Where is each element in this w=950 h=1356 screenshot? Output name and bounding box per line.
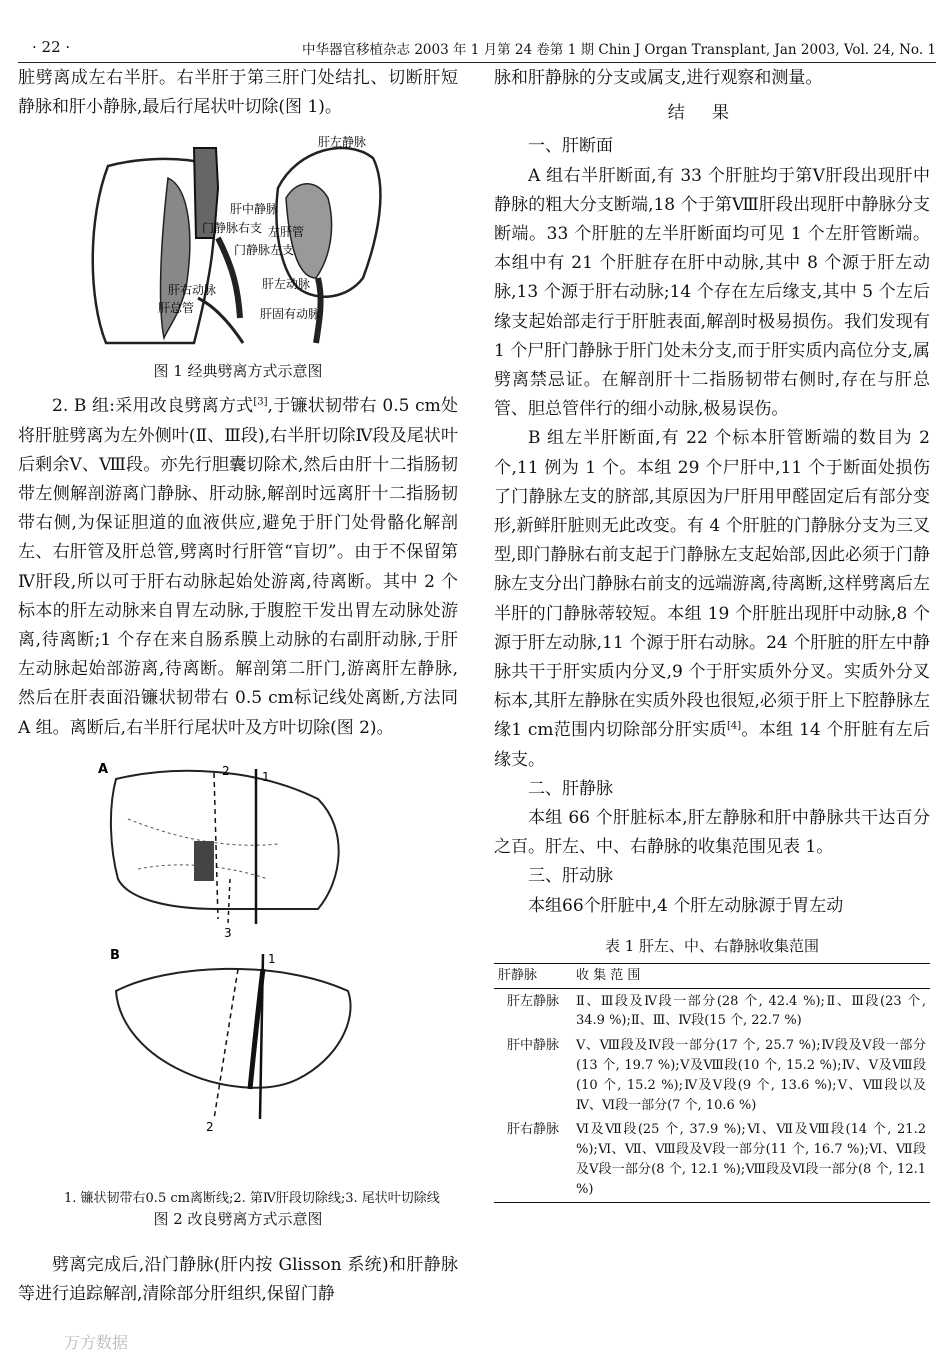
label-proper-hepatic-artery: 肝固有动脉 [260,307,321,322]
paragraph [494,424,930,774]
figure-1 [18,128,458,386]
table-header: 肝静脉 [494,963,572,988]
label-right-hepatic-artery: 肝右动脉 [168,283,217,298]
liver-a-hilum [194,841,214,881]
paragraph-text: B 组左半肝断面,有 22 个标本肝管断端的数目为 2 个,11 例为 1 个。本组 29 个尸肝中,11 个于断面处损伤了门静脉左支的脐部,其原因为尸肝用甲醛固定后有部分变形,新鲜肝脏则无此改变。有 4 个肝脏的门静脉分支为三叉型,即门静脉右前支起于门静脉左支起始部,因此必须于门静脉左支分出门静脉右前支的远端游离,待离断,这样劈离后左半肝的门静脉蒂较短。本组 19 个肝脏出现肝中动脉,8 个源于肝左动脉,11 个源于肝右动脉。24 个肝脏的肝左中静脉共干于肝实质内分叉,9 个于肝实质外分叉。实质外分叉标本,其肝左静脉在实质外段也很短,必须于肝上下腔静脉左缘1 cm范围内切除部分肝实质 [494,428,930,741]
subsection-title: 三、肝动脉 [528,866,613,887]
watermark: 万方数据 [64,1333,129,1352]
page-header [18,36,936,63]
journal-citation: 中华器官移植杂志 2003 年 1 月第 24 卷第 1 期 Chin J Organ Transplant, Jan 2003, Vol. 24, No. 1 [302,42,936,58]
table-1 [494,935,930,1203]
table-cell: Ⅵ及Ⅶ段(25 个, 37.9 %);Ⅵ、Ⅶ及Ⅷ段(14 个, 21.2 %);Ⅵ、Ⅶ、Ⅷ段及Ⅴ段一部分(11 个, 16.7 %);Ⅵ、Ⅶ段及Ⅴ段一部分(8 个, 12.1 %);Ⅷ段及Ⅵ段一部分(8 个, 12.1 %) [572,1117,930,1202]
figure-2 [18,759,458,1245]
figure-1-drawing [18,128,458,350]
figure-1-caption: 图 1 经典劈离方式示意图 [153,361,323,380]
panel-b-label: B [110,947,120,963]
paragraph: 劈离完成后,沿门静脉(肝内按 Glisson 系统)和肝静脉等进行追踪解剖,清除部分肝组织,保留门静 [18,1254,458,1305]
figure-2-drawing [18,759,458,1179]
label-left-hepatic-duct: 左肝管 [268,225,305,240]
figure-2-caption: 图 2 改良劈离方式示意图 [153,1210,323,1229]
paragraph-text: ,于镰状韧带右 0.5 cm处将肝脏劈离为左外侧叶(Ⅱ、Ⅲ段),右半肝切除Ⅳ段及尾状叶后剩余Ⅴ、Ⅷ段。亦先行胆囊切除术,然后由肝十二指肠韧带左侧解剖游离门静脉、肝动脉,解剖时远离肝十二指肠韧带右侧,为保证胆道的血液供应,避免于肝门处骨骼化解剖左、右肝管及肝总管,劈离时行肝管“盲切”。由于不保留第Ⅳ肝段,所以可于肝右动脉起始处游离,待离断。其中 2 个标本的肝左动脉来自胃左动脉,于腹腔干发出胃左动脉处游离,待离断;1 个存在来自肠系膜上动脉的右副肝动脉,于肝左动脉起始部游离,待离断。解剖第二肝门,游离肝左静脉,然后在肝表面沿镰状韧带右 0.5 cm标记线处离断,方法同 A 组。离断后,右半肝行尾状叶及方叶切除(图 2)。 [18,396,459,738]
paragraph-text: 。本组 14 个肝脏有左后缘支。 [494,720,930,770]
data-table [494,963,930,1203]
table-cell: 肝左静脉 [506,993,559,1009]
paragraph-text: 2. B 组:采用改良劈离方式 [52,396,254,417]
label-left-hepatic-artery: 肝左动脉 [262,277,311,292]
table-title: 表 1 肝左、中、右静脉收集范围 [604,936,820,955]
figure-2-legend: 1. 镰状韧带右0.5 cm离断线;2. 第Ⅳ肝段切除线;3. 尾状叶切除线 [64,1191,440,1207]
label-common-hepatic-duct: 肝总管 [158,301,195,316]
liver-a-outline [111,771,339,909]
table-row [494,1033,930,1117]
table-row [494,988,930,1033]
paragraph: 脏劈离成左右半肝。右半肝于第三肝门处结扎、切断肝短静脉和肝小静脉,最后行尾状叶切除(图 1)。 [18,68,458,118]
mark-2-b: 2 [206,1119,214,1134]
paragraph: 本组66个肝脏中,4 个肝左动脉源于胃左动 [528,895,844,916]
table-cell: Ⅱ、Ⅲ段及Ⅳ段一部分(28 个, 42.4 %);Ⅱ、Ⅲ段(23 个, 34.9 %);Ⅱ、Ⅲ、Ⅳ段(15 个, 22.7 %) [576,993,926,1029]
paragraph: A 组右半肝断面,有 33 个肝脏均于第Ⅴ肝段出现肝中静脉的粗大分支断端,18 个于第Ⅷ肝段出现肝中静脉分支断端。33 个肝脏的左半肝断面均可见 1 个左肝管断端。本组中有 21 个肝脏存在肝中动脉,其中 8 个源于肝左动脉,13 个源于肝右动脉;14 个存在左后缘支,其中 5 个左后缘支起始部走行于肝脏表面,解剖时极易损伤。我们发现有 1 个尸肝门静脉于肝门处未分支,而于肝实质内高位分支,属劈离禁忌证。在解剖肝十二指肠韧带右侧时,存在与肝总管、胆总管伴行的细小动脉,极易误伤。 [494,165,930,420]
citation: [4] [726,720,742,732]
paragraph [18,392,458,742]
mark-1-b: 1 [268,951,276,966]
page-number: · 22 · [32,38,71,56]
mark-3-a: 3 [224,925,232,940]
table-cell: Ⅴ、Ⅷ段及Ⅳ段一部分(17 个, 25.7 %);Ⅳ段及Ⅴ段一部分(13 个, 19.7 %);Ⅴ及Ⅷ段(10 个, 15.2 %);Ⅳ、Ⅴ及Ⅷ段(10 个, 15.2 %);Ⅳ及Ⅴ段(9 个, 13.6 %);Ⅴ、Ⅷ段以及Ⅳ、Ⅵ段一部分(7 个, 10.6 %) [576,1038,926,1113]
subsection-title: 一、肝断面 [528,136,613,157]
mark-2-a: 2 [222,763,230,778]
table-header: 收 集 范 围 [572,963,930,988]
panel-a-label: A [98,761,109,777]
paragraph: 脉和肝静脉的分支或属支,进行观察和测量。 [494,68,823,88]
mark-1-a: 1 [262,769,270,784]
section-title-results: 结果 [667,103,757,124]
citation: [3] [253,396,268,408]
label-left-portal-branch: 门静脉左支 [234,243,295,258]
label-middle-hepatic-vein: 肝中静脉 [230,202,279,217]
left-column [18,64,458,1309]
liver-b-outline [116,969,351,1088]
table-cell: 肝右静脉 [494,1117,572,1202]
label-left-hepatic-vein: 肝左静脉 [318,135,367,150]
table-row [494,1117,930,1202]
paragraph: 本组 66 个肝脏标本,肝左静脉和肝中静脉共干达百分之百。肝左、中、右静脉的收集范围见表 1。 [494,808,930,858]
right-column [494,64,930,1203]
table-cell: 肝中静脉 [506,1038,559,1054]
subsection-title: 二、肝静脉 [528,778,613,799]
label-right-portal-branch: 门静脉右支 [202,221,263,236]
